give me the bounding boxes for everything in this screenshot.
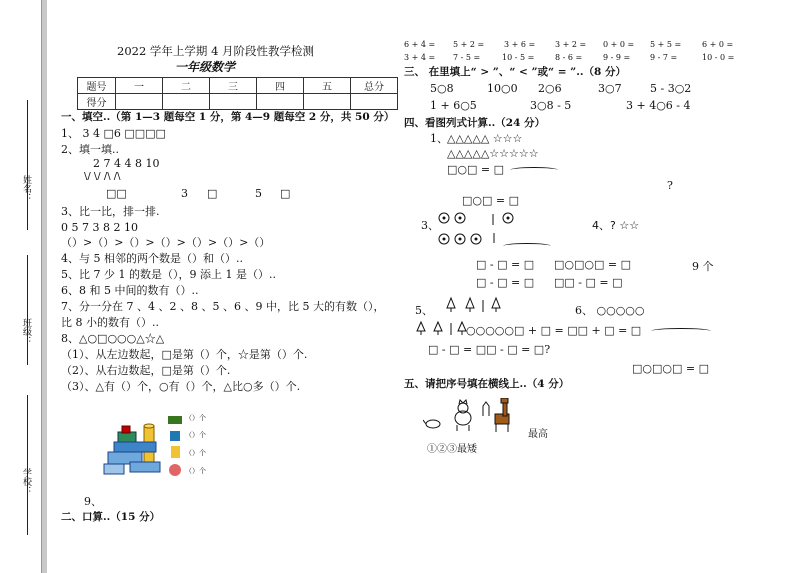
problem-5-label: 5、 <box>415 304 433 317</box>
score-input-cell[interactable] <box>351 94 398 110</box>
problem-1-label: 1、 <box>430 132 448 145</box>
calc-cell: 6 + 4 = <box>404 40 436 49</box>
section4-heading: 四、看图列式计算..（24 分） <box>404 117 546 129</box>
calc-cell: 9 - 9 = <box>603 53 631 62</box>
score-row-values <box>78 94 398 110</box>
question-7-continued: 比 8 小的数有（）.. <box>61 316 159 329</box>
question-2-box: □ <box>280 187 291 200</box>
question-6: 6、8 和 5 中间的数有（）.. <box>61 284 199 297</box>
question-2: 2、填一填.. <box>61 143 119 156</box>
question-2-numbers: 2 7 4 4 8 10 <box>93 157 160 170</box>
compare-item: 2○6 <box>538 82 562 95</box>
calc-cell: 5 + 5 = <box>650 40 682 49</box>
exam-title: 2022 学年上学期 4 月阶段性教学检测 <box>117 44 315 58</box>
calc-cell: 10 - 0 = <box>702 53 735 62</box>
question-3: 3、比一比，排一排. <box>61 205 160 218</box>
animals-picture <box>423 398 523 434</box>
question-8-part-1: （1）、从左边数起，□是第（）个，☆是第（）个. <box>61 348 308 361</box>
problem-6-label: 6、 ○○○○○ <box>575 304 645 317</box>
legend-count: （）个 <box>185 414 206 422</box>
problem-5-6-expression: ○○○○○□ + □ = □□ + □ = □ <box>466 324 642 337</box>
school-line <box>27 395 28 535</box>
trees-picture-row2 <box>416 320 472 336</box>
legend-cube <box>170 431 180 441</box>
question-4: 4、与 5 相邻的两个数是（）和（）.. <box>61 252 243 265</box>
building-blocks-picture <box>100 412 230 480</box>
problem-3-expression-1: □ - □ = □ <box>476 258 535 271</box>
question-8-part-3: （3）、△有（）个，○有（）个，△比○多（）个. <box>61 380 301 393</box>
compare-item: 1 + 6○5 <box>430 99 477 112</box>
problem-1-shapes-row1: △△△△△ ☆☆☆ <box>447 132 523 145</box>
calc-cell: 0 + 0 = <box>603 40 635 49</box>
problem-2-expression: □○□ = □ <box>462 194 519 207</box>
score-cell: 二 <box>163 78 210 94</box>
legend-sphere <box>169 464 181 476</box>
trees-picture <box>446 296 506 314</box>
legend-count: （）个 <box>185 467 206 475</box>
calc-cell: 3 + 6 = <box>504 40 536 49</box>
score-cell: 得分 <box>78 94 116 110</box>
question-2-arrows: \/ \/ /\ /\ <box>84 171 121 182</box>
score-cell: 五 <box>304 78 351 94</box>
section5-heading: 五、请把序号填在横线上..（4 分） <box>404 378 570 390</box>
compare-item: 10○0 <box>487 82 518 95</box>
brace <box>651 328 711 334</box>
problem-6-expression: □○□○□ = □ <box>632 362 709 375</box>
compare-item: 5○8 <box>430 82 454 95</box>
question-7: 7、分一分在 7 、4 、2 、8 、5 、6 、9 中，比 5 大的有数（）， <box>61 300 385 313</box>
calc-cell: 5 + 2 = <box>453 40 485 49</box>
question-2-value: 5 <box>255 187 262 200</box>
name-line <box>27 100 28 230</box>
score-input-cell[interactable] <box>210 94 257 110</box>
section3-heading: 三、 在里填上“ > ”、“ < ”或“ = ”..（8 分） <box>404 66 626 78</box>
legend-cylinder <box>171 446 180 458</box>
problem-4-expression-2: □□ - □ = □ <box>554 276 623 289</box>
score-cell: 一 <box>116 78 163 94</box>
compare-item: 3 + 4○6 - 4 <box>626 99 691 112</box>
problem-1-shapes-row2: △△△△△☆☆☆☆☆ <box>447 147 539 160</box>
problem-1-expression: □○□ = □ <box>447 163 504 176</box>
calc-cell: 10 - 5 = <box>502 53 535 62</box>
question-8: 8、△○□○○○△☆△ <box>61 332 165 345</box>
score-cell: 总分 <box>351 78 398 94</box>
question-1: 1、 3 4 □6 □□□□ <box>61 127 166 140</box>
score-input-cell[interactable] <box>257 94 304 110</box>
exam-subtitle: 一年级数学 <box>175 60 236 74</box>
score-input-cell[interactable] <box>163 94 210 110</box>
question-9: 9、 <box>84 495 102 508</box>
calc-cell: 9 - 7 = <box>650 53 678 62</box>
score-input-cell[interactable] <box>304 94 351 110</box>
school-label: 学校： <box>21 468 31 495</box>
brace <box>510 167 558 173</box>
calc-cell: 8 - 6 = <box>555 53 583 62</box>
question-2-value: 3 <box>181 187 188 200</box>
section1-heading: 一、填空..（第 1—3 题每空 1 分，第 4—9 题每空 2 分，共 50 分） <box>61 111 395 123</box>
legend-count: （）个 <box>185 431 206 439</box>
score-input-cell[interactable] <box>116 94 163 110</box>
brace <box>503 243 551 249</box>
compare-item: 5 - 3○2 <box>650 82 692 95</box>
score-cell: 三 <box>210 78 257 94</box>
section2-heading: 二、口算..（15 分） <box>61 511 161 523</box>
question-3-order: （）>（）>（）>（）>（）>（）>（） <box>61 236 271 249</box>
calc-cell: 7 - 5 = <box>453 53 481 62</box>
class-label: 班级： <box>21 318 31 345</box>
legend-cuboid <box>168 416 182 424</box>
score-cell: 四 <box>257 78 304 94</box>
problem-3-expression-2: □ - □ = □ <box>476 276 535 289</box>
binding-gutter <box>41 0 47 573</box>
question-2-box: □ <box>207 187 218 200</box>
calc-cell: 6 + 0 = <box>702 40 734 49</box>
legend-count: （）个 <box>185 449 206 457</box>
question-2-boxes: □□ <box>106 187 127 200</box>
question-3-numbers: 0 5 7 3 8 2 10 <box>61 221 138 234</box>
class-line <box>27 255 28 365</box>
question-8-part-2: （2）、从右边数起，□是第（）个. <box>61 364 231 377</box>
question-5: 5、比 7 少 1 的数是（），9 添上 1 是（）.. <box>61 268 276 281</box>
problem-4-expression-1: □○□○□ = □ <box>554 258 631 271</box>
problem-4-count: 9 个 <box>692 260 714 273</box>
compare-item: 3○7 <box>598 82 622 95</box>
problem-3-label: 3、 <box>421 219 439 232</box>
name-label: 姓名： <box>21 175 31 202</box>
compare-item: 3○8 - 5 <box>530 99 572 112</box>
problem-1-question-mark: ? <box>667 179 673 192</box>
ordering-answer: ①②③最矮 <box>427 444 477 455</box>
problem-4-label: 4、? ☆☆ <box>592 219 640 232</box>
score-table <box>77 77 398 110</box>
calc-cell: 3 + 2 = <box>555 40 587 49</box>
calc-cell: 3 + 4 = <box>404 53 436 62</box>
tallest-label: 最高 <box>528 429 548 440</box>
problem-5-expression: □ - □ = □□ - □ = □? <box>428 343 551 356</box>
score-row-header <box>78 78 398 94</box>
score-cell: 题号 <box>78 78 116 94</box>
